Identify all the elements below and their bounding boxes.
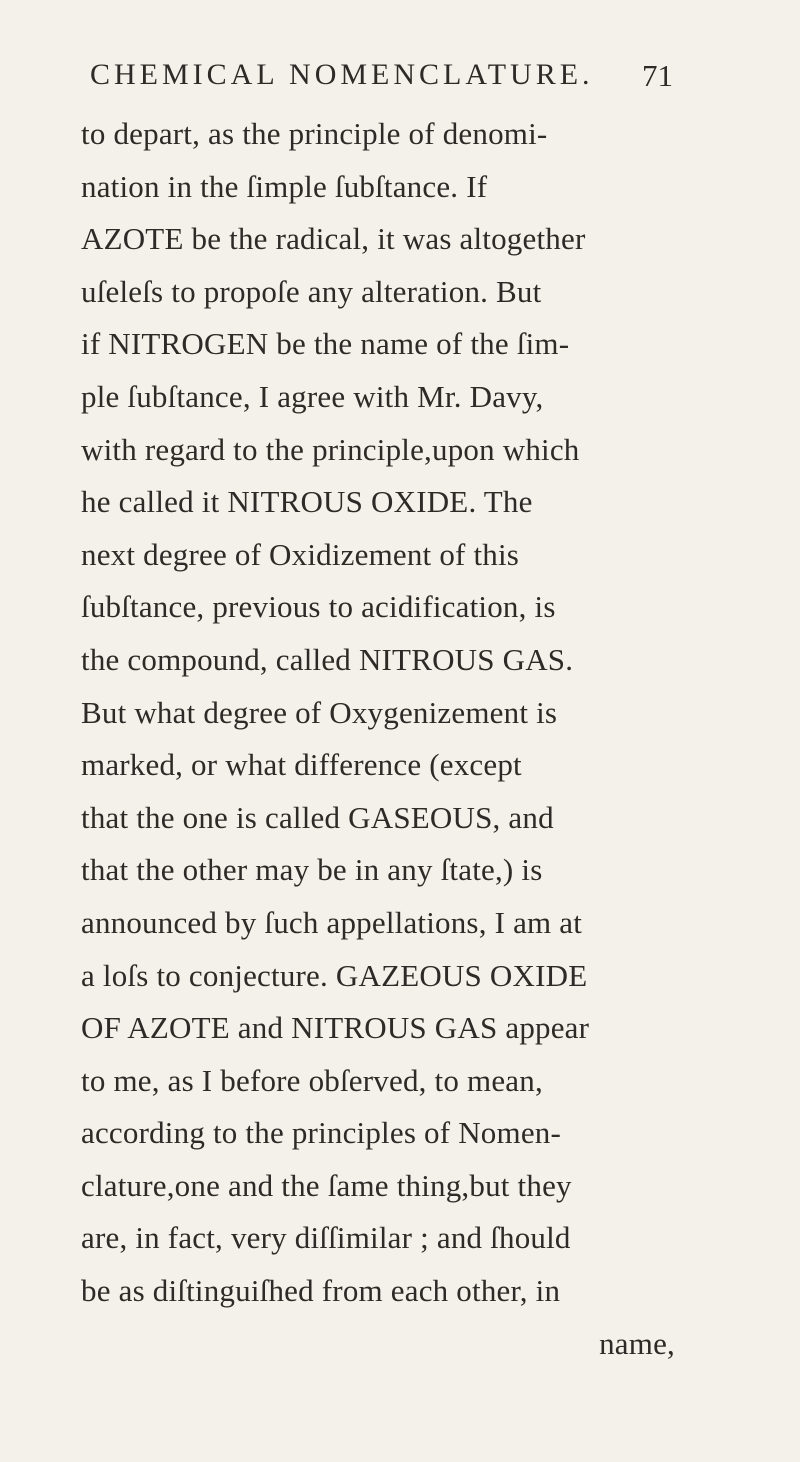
- text-line: that the other may be in any ſtate,) is: [81, 852, 543, 888]
- text-line: ple ſubſtance, I agree with Mr. Davy,: [81, 378, 544, 414]
- text-line: according to the principles of Nomen-: [81, 1115, 561, 1151]
- text-line: to me, as I before obſerved, to mean,: [81, 1062, 543, 1098]
- text-line: are, in fact, very diſſimilar ; and ſhould: [81, 1220, 571, 1256]
- text-line: ſubſtance, previous to acidification, is: [81, 589, 556, 625]
- text-line: he called it NITROUS OXIDE. The: [81, 484, 533, 520]
- text-line: if NITROGEN be the name of the ſim-: [81, 326, 570, 362]
- text-line: clature,one and the ſame thing,but they: [81, 1167, 572, 1203]
- text-line: OF AZOTE and NITROUS GAS appear: [81, 1010, 590, 1046]
- text-line: announced by ſuch appellations, I am at: [81, 904, 583, 940]
- text-line: next degree of Oxidizement of this: [81, 536, 520, 572]
- text-line: to depart, as the principle of denomi-: [81, 116, 548, 151]
- catchword: name,: [599, 1325, 675, 1361]
- text-line: But what degree of Oxygenizement is: [81, 694, 558, 730]
- text-line: uſeleſs to propoſe any alteration. But: [81, 273, 542, 309]
- text-line: that the one is called GASEOUS, and: [81, 799, 554, 835]
- body-text: [81, 108, 681, 1370]
- text-line: marked, or what difference (except: [81, 747, 522, 783]
- page-number: 71: [642, 58, 673, 93]
- text-line: be as diſtinguiſhed from each other, in: [81, 1273, 561, 1309]
- running-head: CHEMICAL NOMENCLATURE.: [90, 58, 594, 91]
- text-line: a loſs to conjecture. GAZEOUS OXIDE: [81, 957, 588, 993]
- text-line: AZOTE be the radical, it was altogether: [81, 221, 586, 257]
- text-line: nation in the ſimple ſubſtance. If: [81, 168, 488, 204]
- text-line: the compound, called NITROUS GAS.: [81, 641, 574, 677]
- text-line: with regard to the principle,upon which: [81, 431, 580, 467]
